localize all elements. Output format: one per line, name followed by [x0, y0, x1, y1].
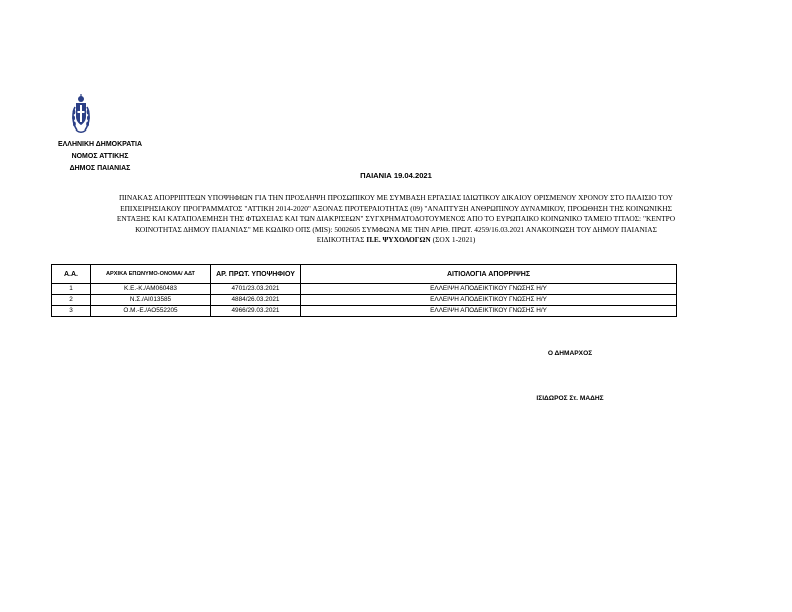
- signatory-role: Ο ΔΗΜΑΡΧΟΣ: [547, 350, 593, 357]
- table-row: [52, 284, 677, 295]
- specialty-suffix: (ΣΟΧ 1-2021): [430, 235, 476, 245]
- title-line-1: ΠΙΝΑΚΑΣ ΑΠΟΡΡΙΠΤΕΩΝ ΥΠΟΨΗΦΙΩΝ ΓΙΑ ΤΗΝ ΠΡΟΣΛΗΨΗ ΠΡΟΣΩΠΙΚΟΥ ΜΕ ΣΥΜΒΑΣΗ ΕΡΓΑΣΙΑΣ ΙΔΙΩΤΙΚΟΥ ΔΙΚΑΙΟΥ ΟΡΙΣΜΕΝΟΥ ΧΡΟΝΟΥ ΣΤΟ ΠΛΑΙΣΙΟ ΤΟΥ: [119, 193, 673, 202]
- signatory-name: ΙΣΙΔΩΡΟΣ Στ. ΜΑΔΗΣ: [536, 395, 604, 402]
- cell-protocol: 4884/26.03.2021: [211, 295, 301, 306]
- authority-line-prefecture: ΝΟΜΟΣ ΑΤΤΙΚΗΣ: [71, 151, 129, 160]
- column-header-protocol: ΑΡ. ΠΡΩΤ. ΥΠΟΨΗΦΙΟΥ: [211, 265, 301, 284]
- hellenic-republic-coat-of-arms-icon: [71, 93, 91, 135]
- column-header-reason: ΑΙΤΙΟΛΟΓΙΑ ΑΠΟΡΡΙΨΗΣ: [301, 265, 677, 284]
- table-row: [52, 306, 677, 317]
- cell-aa: 2: [52, 295, 91, 306]
- cell-name: Ν.Σ./ΑΙ013585: [91, 295, 211, 306]
- column-header-aa: Α.Α.: [52, 265, 91, 284]
- specialty-name: Π.Ε. ΨΥΧΟΛΟΓΩΝ: [366, 235, 431, 245]
- specialty-prefix: ΕΙΔΙΚΟΤΗΤΑΣ: [316, 235, 367, 245]
- document-title: [40, 193, 752, 246]
- title-line-specialty: [40, 235, 752, 246]
- cell-name: Κ.Ε.-Κ./ΑΜ060483: [91, 284, 211, 295]
- cell-protocol: 4701/23.03.2021: [211, 284, 301, 295]
- cell-reason: ΕΛΛΕΙΨΗ ΑΠΟΔΕΙΚΤΙΚΟΥ ΓΝΩΣΗΣ Η/Υ: [301, 284, 677, 295]
- cell-aa: 3: [52, 306, 91, 317]
- cell-protocol: 4966/29.03.2021: [211, 306, 301, 317]
- authority-line-municipality: ΔΗΜΟΣ ΠΑΙΑΝΙΑΣ: [69, 163, 131, 172]
- cell-aa: 1: [52, 284, 91, 295]
- cell-name: Ο.Μ.-Ε./ΑΟ552205: [91, 306, 211, 317]
- table-header-row: [52, 265, 677, 284]
- issuing-authority: [45, 138, 155, 174]
- cell-reason: ΕΛΛΕΙΨΗ ΑΠΟΔΕΙΚΤΙΚΟΥ ΓΝΩΣΗΣ Η/Υ: [301, 306, 677, 317]
- cell-reason: ΕΛΛΕΙΨΗ ΑΠΟΔΕΙΚΤΙΚΟΥ ΓΝΩΣΗΣ Η/Υ: [301, 295, 677, 306]
- title-line-2: ΕΠΙΧΕΙΡΗΣΙΑΚΟΥ ΠΡΟΓΡΑΜΜΑΤΟΣ "ΑΤΤΙΚΗ 2014-2020" ΑΞΟΝΑΣ ΠΡΟΤΕΡΑΙΟΤΗΤΑΣ (09) "ΑΝΑΠΤΥΞΗ ΑΝΘΡΩΠΙΝΟΥ ΔΥΝΑΜΙΚΟΥ, ΠΡΟΩΘΗΣΗ ΤΗΣ ΚΟΙΝΩΝΙΚΗΣ: [120, 203, 672, 213]
- title-line-3: ΕΝΤΑΞΗΣ ΚΑΙ ΚΑΤΑΠΟΛΕΜΗΣΗ ΤΗΣ ΦΤΩΧΕΙΑΣ ΚΑΙ ΤΩΝ ΔΙΑΚΡΙΣΕΩΝ" ΣΥΓΧΡΗΜΑΤΟΔΟΤΟΥΜΕΝΟΣ ΑΠΟ ΤΟ ΕΥΡΩΠΑΙΚΟ ΚΟΙΝΩΝΙΚΟ ΤΑΜΕΙΟ ΤΙΤΛΟΣ: "ΚΕΝΤΡΟ: [116, 214, 676, 224]
- authority-line-country: ΕΛΛΗΝΙΚΗ ΔΗΜΟΚΡΑΤΙΑ: [57, 139, 143, 148]
- document-date: ΠΑΙΑΝΙΑ 19.04.2021: [360, 171, 432, 180]
- column-header-name: ΑΡΧΙΚΑ ΕΠΩΝΥΜΟ-ΟΝΟΜΑ/ ΑΔΤ: [91, 265, 211, 284]
- table-row: [52, 295, 677, 306]
- title-line-4: ΚΟΙΝΟΤΗΤΑΣ ΔΗΜΟΥ ΠΑΙΑΝΙΑΣ" ΜΕ ΚΩΔΙΚΟ ΟΠΣ (MIS): 5002605 ΣΥΜΦΩΝΑ ΜΕ ΤΗΝ ΑΡΙΘ. ΠΡΩΤ. 4259/16.03.2021 ΑΝΑΚΟΙΝΩΣΗ ΤΟΥ ΔΗΜΟΥ ΠΑΙΑΝΙΑΣ: [135, 224, 657, 234]
- rejected-candidates-table: [51, 264, 677, 317]
